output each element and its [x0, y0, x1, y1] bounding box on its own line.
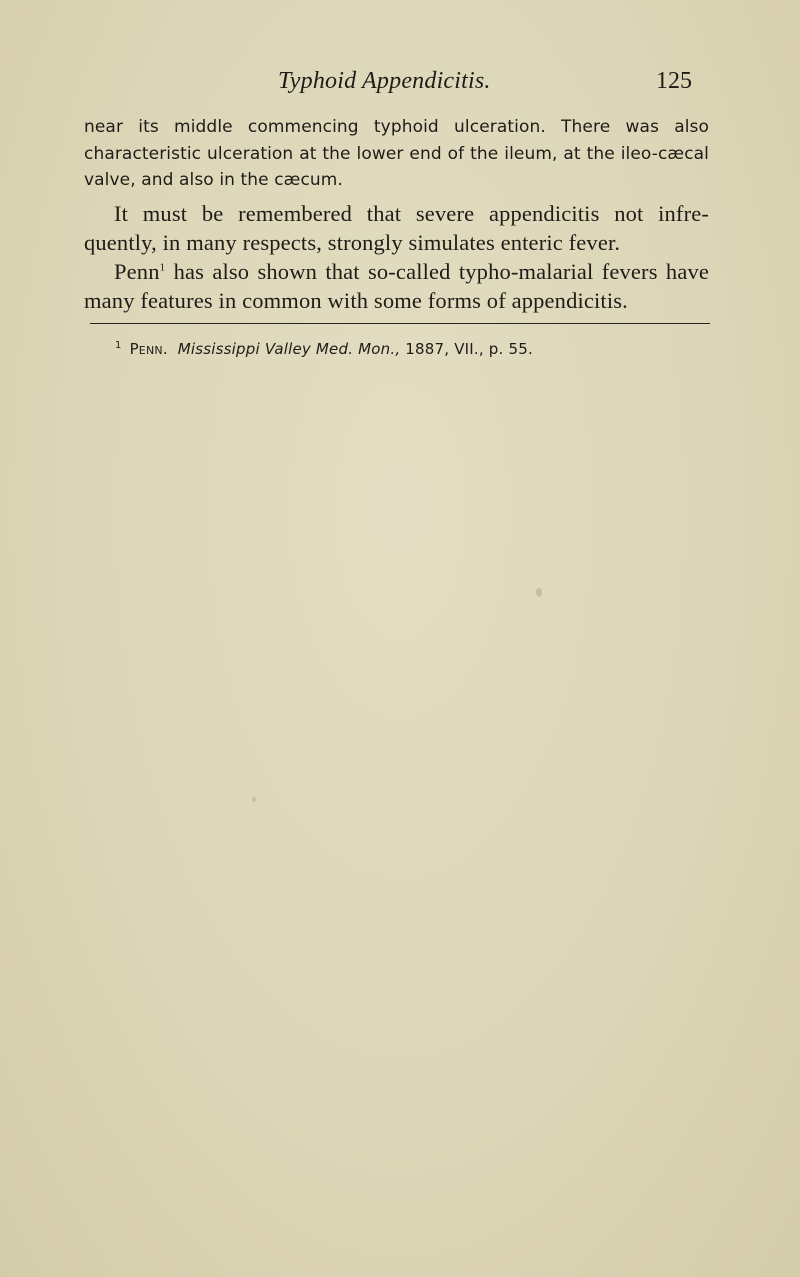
paper-blemish	[536, 588, 542, 597]
paragraph-penn-citation	[84, 258, 709, 315]
paper-blemish	[252, 797, 256, 802]
footnote-divider	[90, 323, 710, 324]
footnote-marker: 1	[115, 340, 122, 351]
penn-statement: has also shown that so-called typho-malarial fevers have many features in common with some forms of appendicitis.	[84, 259, 709, 313]
paragraph-continuation: near its middle commencing typhoid ulceration. There was also characteristic ulceration at the lower end of the ileum, at the ileo-cæcal valve, and also in the cæcum.	[84, 117, 709, 190]
footnote-reference: 1	[159, 261, 166, 274]
footnote-details: 1887, VII., p. 55.	[405, 340, 533, 358]
running-title: Typhoid Appendicitis.	[278, 68, 491, 94]
footnote	[115, 340, 533, 358]
running-head	[0, 68, 800, 102]
footnote-journal: Mississippi Valley Med. Mon.,	[177, 340, 401, 358]
page-number: 125	[656, 68, 692, 94]
footnote-author: Penn.	[129, 340, 168, 358]
penn-name: Penn	[114, 259, 160, 284]
paragraph-appendicitis-note: It must be remembered that severe appendicitis not infre-quently, in many respects, strongly simulates enteric fever.	[84, 201, 709, 255]
